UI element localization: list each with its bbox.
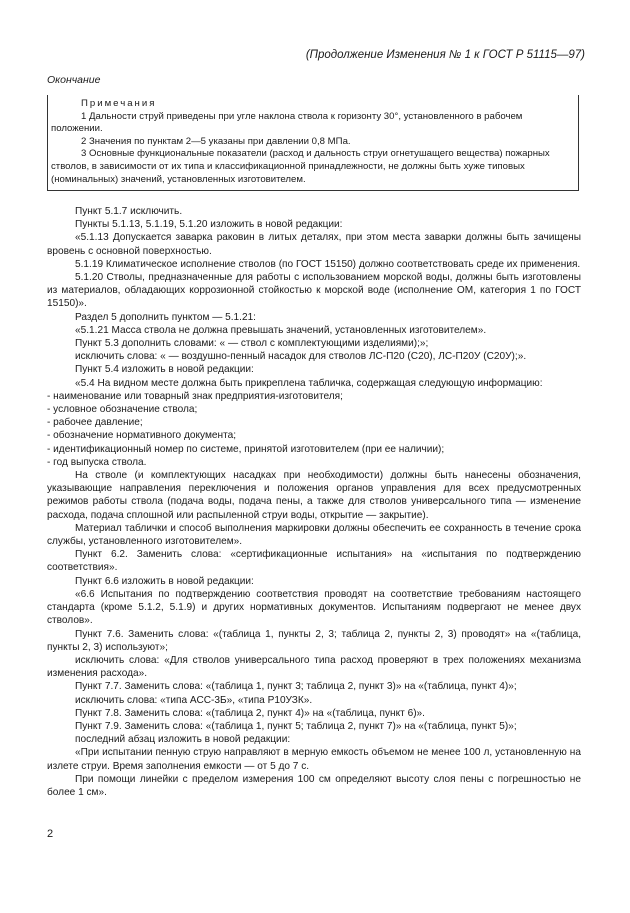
page-number: 2 <box>47 828 54 840</box>
paragraph: Материал таблички и способ выполнения маркировки должны обеспечить ее сохранность в течение срока службы, установленного изготовителем». <box>47 522 581 548</box>
paragraph: 5.1.20 Стволы, предназначенные для работы с использованием морской воды, должны быть изготовлены из материалов, обладающих коррозионной стойкостью к морской воде (исполнение ОМ, категория 1 по ГОСТ 15150)». <box>47 272 581 310</box>
paragraph: Пункт 7.7. Заменить слова: «(таблица 1, пункт 3; таблица 2, пункт 3)» на «(таблица, пункт 4)»; <box>75 681 517 693</box>
paragraph: «5.1.21 Масса ствола не должна превышать значений, установленных изготовителем». <box>75 324 487 336</box>
paragraph: Пункт 7.6. Заменить слова: «(таблица 1, пункты 2, 3; таблица 2, пункты 2, 3) проводят» на «(таблица, пункты 2, 3) используют»; <box>47 628 581 653</box>
paragraph: «5.1.13 Допускается заварка раковин в литых деталях, при этом места заварки должны быть зачищены вровень с основной поверхностью. <box>47 232 581 257</box>
paragraph: Пункт 5.4 изложить в новой редакции: <box>75 364 254 376</box>
page-header: (Продолжение Изменения № 1 к ГОСТ Р 51115—97) <box>305 49 585 61</box>
paragraph: Раздел 5 дополнить пунктом — 5.1.21: <box>75 311 256 323</box>
paragraph: Пункт 7.8. Заменить слова: «(таблица 2, пункт 4)» на «(таблица, пункт 6)». <box>75 707 425 719</box>
paragraph: исключить слова: « — воздушно-пенный насадок для стволов ЛС-П20 (С20), ЛС-П20У (С20У);». <box>75 351 527 363</box>
paragraph: Пункты 5.1.13, 5.1.19, 5.1.20 изложить в новой редакции: <box>75 219 343 231</box>
notes-box <box>47 95 579 191</box>
document-body <box>47 205 581 799</box>
list-item: - наименование или товарный знак предприятия-изготовителя; <box>47 390 343 402</box>
list-item: - рабочее давление; <box>47 417 143 429</box>
paragraph: Пункт 5.1.7 исключить. <box>75 206 183 217</box>
note-item: 2 Значения по пунктам 2—5 указаны при давлении 0,8 МПа. <box>81 135 351 147</box>
list-item: - условное обозначение ствола; <box>47 404 198 416</box>
section-label: Окончание <box>47 74 101 86</box>
list-item: - год выпуска ствола. <box>47 456 147 468</box>
paragraph: Пункт 6.2. Заменить слова: «сертификационные испытания» на «испытания по подтверждению соответствия». <box>47 549 581 574</box>
paragraph: «6.6 Испытания по подтверждению соответствия проводят на соответствие требованиям настоящего стандарта (кроме 5.1.2, 5.1.9) и других нормативных документов. Испытаниям подвергают не менее двух стволов». <box>47 588 581 627</box>
paragraph: На стволе (и комплектующих насадках при необходимости) должны быть нанесены обозначения, указывающие направления переключения и положения органов управления для всех предусмотренных режимов работы ствола (подача воды, подача пены, а также для стволов универсального типа — изменение расхода, подача сплошной или распыленной струи воды, открытие — закрытие). <box>47 470 581 521</box>
list-item: - идентификационный номер по системе, принятой изготовителем (при ее наличии); <box>47 443 445 455</box>
note-item: 1 Дальности струй приведены при угле наклона ствола к горизонту 30°, установленного в рабочем положении. <box>51 110 523 135</box>
paragraph: Пункт 5.3 дополнить словами: « — ствол с комплектующими изделиями);»; <box>75 338 429 350</box>
paragraph: исключить слова: «Для стволов универсального типа расход проверяют в трех положениях механизма изменения расхода». <box>47 654 581 680</box>
list-item: - обозначение нормативного документа; <box>47 430 237 442</box>
paragraph: Пункт 6.6 изложить в новой редакции: <box>75 575 254 587</box>
paragraph: «5.4 На видном месте должна быть прикреплена табличка, содержащая следующую информацию: <box>75 377 543 389</box>
paragraph: При помощи линейки с пределом измерения 100 см определяют высоту слоя пены с погрешностью не более 1 см». <box>47 773 581 798</box>
note-item: 3 Основные функциональные показатели (расход и дальность струи огнетушащего вещества) пожарных стволов, в зависимости от их типа и классификационной принадлежности, не должны быть хуже типовых (номинальных) значений, установленных изготовителем. <box>51 148 550 185</box>
paragraph: Пункт 7.9. Заменить слова: «(таблица 1, пункт 5; таблица 2, пункт 7)» на «(таблица, пункт 5)»; <box>75 720 517 732</box>
paragraph: «При испытании пенную струю направляют в мерную емкость объемом не менее 100 л, установленную на излете струи. Время заполнения емкости — от 5 до 7 с. <box>47 747 581 772</box>
paragraph: 5.1.19 Климатическое исполнение стволов (по ГОСТ 15150) должно соответствовать среде их применения. <box>75 258 581 270</box>
notes-title: Примечания <box>81 98 157 109</box>
paragraph: исключить слова: «типа АСС-3Б», «типа Р10УЗК». <box>75 694 313 706</box>
paragraph: последний абзац изложить в новой редакции: <box>75 734 291 746</box>
